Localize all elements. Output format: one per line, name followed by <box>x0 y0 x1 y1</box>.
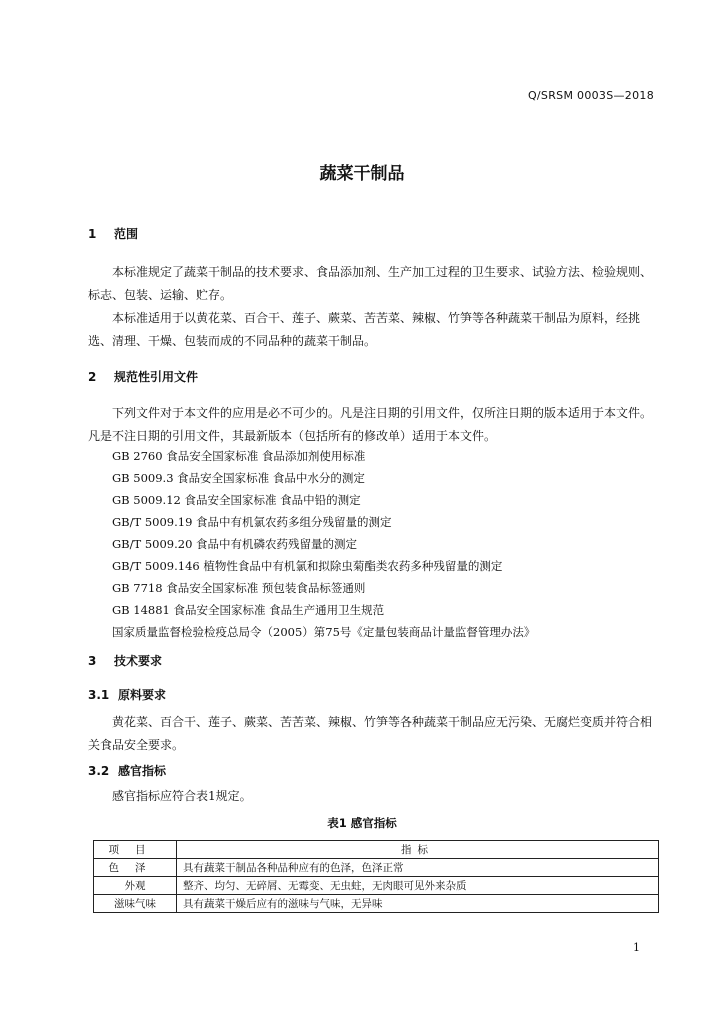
reference-item: GB 2760 食品安全国家标准 食品添加剂使用标准 <box>112 449 366 463</box>
table-caption: 表1 感官指标 <box>327 816 397 830</box>
reference-item: GB/T 5009.20 食品中有机磷农药残留量的测定 <box>112 537 358 551</box>
reference-item: GB/T 5009.19 食品中有机氯农药多组分残留量的测定 <box>112 515 392 529</box>
section-number: 2 <box>88 370 97 384</box>
table-row <box>94 895 659 913</box>
section-3-2-heading <box>88 762 166 779</box>
reference-item: GB 5009.12 食品安全国家标准 食品中铅的测定 <box>112 493 361 507</box>
section-2-paragraph-1: 下列文件对于本文件的应用是必不可少的。凡是注日期的引用文件，仅所注日期的版本适用于本文件。凡是不注日期的引用文件，其最新版本（包括所有的修改单）适用于本文件。 <box>88 406 653 443</box>
section-title: 技术要求 <box>114 654 163 668</box>
section-number: 3 <box>88 654 97 668</box>
section-number: 1 <box>88 227 97 241</box>
section-1-paragraph-2: 本标准适用于以黄花菜、百合干、莲子、蕨菜、苦苦菜、辣椒、竹笋等各种蔬菜干制品为原料，经挑选、清理、干燥、包装而成的不同品种的蔬菜干制品。 <box>88 311 641 348</box>
reference-item: GB 5009.3 食品安全国家标准 食品中水分的测定 <box>112 471 365 485</box>
section-1-heading <box>88 225 138 242</box>
section-3-1-heading <box>88 686 166 703</box>
table-header-cell: 指标 <box>177 841 659 859</box>
section-title: 范围 <box>114 227 139 241</box>
section-3-1-paragraph: 黄花菜、百合干、莲子、蕨菜、苦苦菜、辣椒、竹笋等各种蔬菜干制品应无污染、无腐烂变质并符合相关食品安全要求。 <box>88 715 653 752</box>
reference-item: GB/T 5009.146 植物性食品中有机氯和拟除虫菊酯类农药多种残留量的测定 <box>112 559 503 573</box>
table-cell: 色泽 <box>94 859 177 877</box>
table-cell: 具有蔬菜干燥后应有的滋味与气味，无异味 <box>177 895 659 913</box>
document-title: 蔬菜干制品 <box>319 164 405 184</box>
section-title: 规范性引用文件 <box>114 370 199 384</box>
section-number: 3.2 <box>88 764 110 778</box>
table-row <box>94 859 659 877</box>
section-number: 3.1 <box>88 688 110 702</box>
table-cell: 整齐、均匀、无碎屑、无霉变、无虫蛀，无肉眼可见外来杂质 <box>177 877 659 895</box>
page-number: 1 <box>633 941 640 954</box>
document-code: Q/SRSM 0003S—2018 <box>527 89 654 102</box>
table-cell: 滋味气味 <box>94 895 177 913</box>
reference-item: GB 7718 食品安全国家标准 预包装食品标签通则 <box>112 581 366 595</box>
reference-item: GB 14881 食品安全国家标准 食品生产通用卫生规范 <box>112 603 385 617</box>
table-header-row <box>94 841 659 859</box>
table-header-cell: 项目 <box>94 841 177 859</box>
section-3-2-paragraph: 感官指标应符合表1规定。 <box>112 789 252 803</box>
section-title: 原料要求 <box>118 688 167 702</box>
table-row <box>94 877 659 895</box>
table-cell: 具有蔬菜干制品各种品种应有的色泽，色泽正常 <box>177 859 659 877</box>
section-2-heading <box>88 368 198 385</box>
reference-item: 国家质量监督检验检疫总局令（2005）第75号《定量包装商品计量监督管理办法》 <box>112 625 536 639</box>
table-cell: 外观 <box>94 877 177 895</box>
section-1-paragraph-1: 本标准规定了蔬菜干制品的技术要求、食品添加剂、生产加工过程的卫生要求、试验方法、检验规则、标志、包装、运输、贮存。 <box>88 265 653 302</box>
section-3-heading <box>88 652 162 669</box>
section-title: 感官指标 <box>118 764 167 778</box>
sensory-indicators-table <box>93 840 659 913</box>
